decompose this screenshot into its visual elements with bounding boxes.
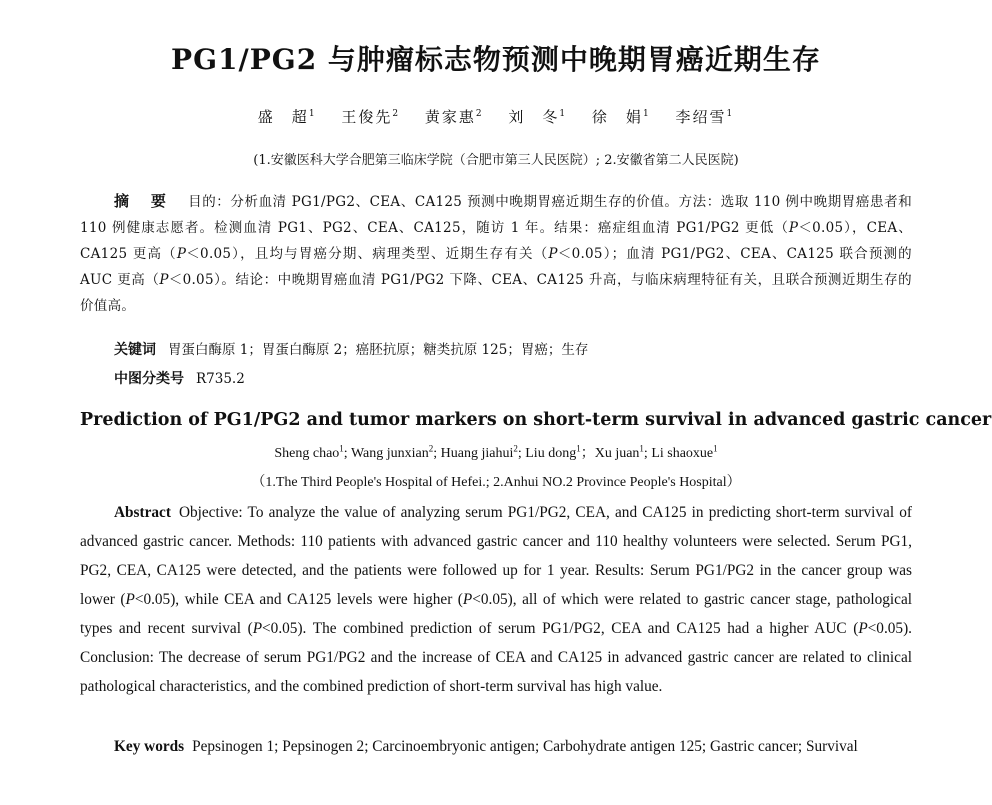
english-author: Xu juan$^1$;	[594, 443, 652, 461]
english-abstract-label: Abstract	[114, 504, 171, 521]
english-abstract: Abstract Objective: To analyze the value of analyzing serum PG1/PG2, CEA, and CA125 in predicting short-term survival of advanced gastric cancer. Methods: 110 patients with advanced gastric cancer and 110 healthy volunteers were selected. Serum PG1, PG2, CEA, CA125 were detected, and the patients were followed up for 1 year. Results: Serum PG1/PG2 in the cancer group was lower (P<0.05), while CEA and CA125 levels were higher (P<0.05), all of which were related to gastric cancer stage, pathological types and recent survival (P<0.05). The combined prediction of serum PG1/PG2, CEA and CA125 had a higher AUC (P<0.05). Conclusion: The decrease of serum PG1/PG2 and the increase of CEA and CA125 in advanced gastric cancer are related to clinical pathological characteristics, and the combined prediction of short-term survival has high value.	[80, 504, 912, 695]
chinese-author: 王俊先$^2$	[341, 108, 401, 126]
chinese-author: 李绍雪$^1$	[675, 108, 735, 126]
english-keywords	[80, 732, 912, 761]
chinese-title: PG1/PG2 与肿瘤标志物预测中晚期胃癌近期生存	[171, 43, 821, 76]
english-keywords-label: Key words	[114, 738, 185, 755]
chinese-keywords-text: 胃蛋白酶原 1；胃蛋白酶原 2；癌胚抗原；糖类抗原 125；胃癌；生存	[168, 342, 589, 358]
english-keywords-text: Pepsinogen 1; Pepsinogen 2; Carcinoembryonic antigen; Carbohydrate antigen 125; Gastric cancer; Survival	[192, 738, 858, 755]
english-author: Sheng chao$^1$;	[274, 443, 351, 461]
chinese-author: 黄家惠$^2$	[424, 108, 484, 126]
chinese-author: 刘 冬$^1$	[508, 108, 568, 126]
chinese-affiliation: (1.安徽医科大学合肥第三临床学院（合肥市第三人民医院）; 2.安徽省第二人民医院)	[253, 153, 739, 168]
english-author: Liu dong$^1$；	[525, 443, 595, 461]
chinese-author-list	[0, 106, 992, 127]
classification-label: 中图分类号	[114, 371, 184, 387]
english-author: Wang junxian$^2$;	[350, 443, 441, 461]
chinese-author: 徐 娟$^1$	[591, 108, 651, 126]
chinese-classification	[114, 366, 245, 392]
chinese-keywords	[114, 337, 588, 363]
english-author-list	[0, 442, 992, 462]
chinese-abstract: 摘 要 目的：分析血清 PG1/PG2、CEA、CA125 预测中晚期胃癌近期生存的价值。方法：选取 110 例中晚期胃癌患者和 110 例健康志愿者。检测血清 PG1、PG2、CEA、CA125，随访 1 年。结果：癌症组血清 PG1/PG2 更低（P＜0.05），CEA、CA125 更高（P＜0.05），且均与胃癌分期、病理类型、近期生存有关（P＜0.05）；血清 PG1/PG2、CEA、CA125 联合预测的 AUC 更高（P＜0.05）。结论：中晚期胃癌血清 PG1/PG2 下降、CEA、CA125 升高，与临床病理特征有关，且联合预测近期生存的价值高。	[80, 192, 912, 314]
classification-code: R735.2	[196, 371, 245, 387]
chinese-abstract-label: 摘 要	[114, 192, 175, 210]
chinese-keywords-label: 关键词	[114, 342, 156, 358]
english-author: Huang jiahui$^2$;	[440, 443, 526, 461]
english-affiliation: （1.The Third People's Hospital of Hefei.; 2.Anhui NO.2 Province People's Hospital）	[251, 475, 741, 490]
english-author: Li shaoxue$^1$	[651, 443, 718, 461]
chinese-author: 盛 超$^1$	[257, 108, 317, 126]
english-title: Prediction of PG1/PG2 and tumor markers on short-term survival in advanced gastric cancer	[80, 410, 992, 430]
